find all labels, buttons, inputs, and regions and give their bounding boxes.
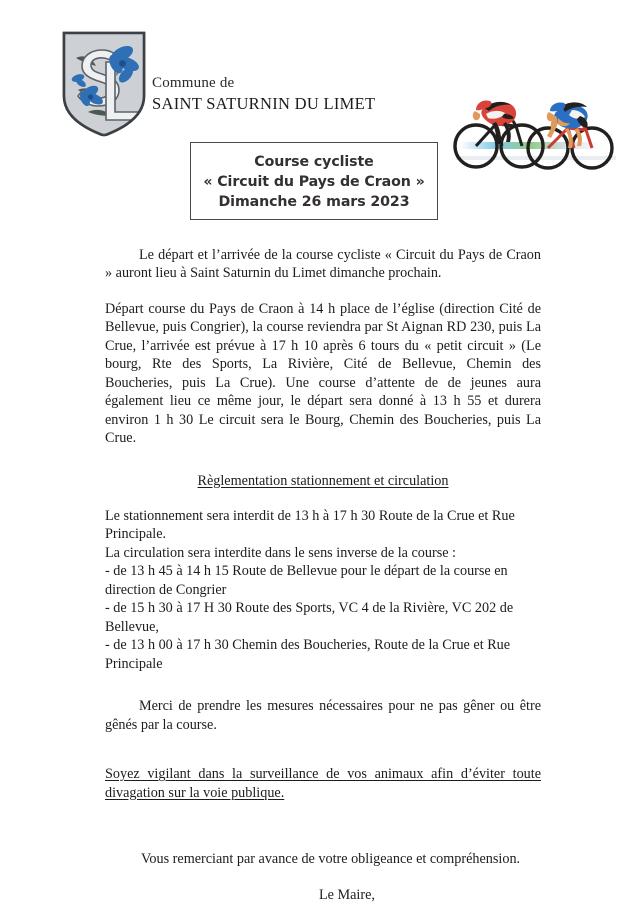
spacer [105,490,541,507]
event-title-box [190,142,438,220]
animal-warning-paragraph: Soyez vigilant dans la surveillance de vos animaux afin d’éviter toute divagation sur la voie publique. [105,766,541,801]
spacer [105,673,541,697]
commune-name: SAINT SATURNIN DU LIMET [152,94,376,114]
event-title-line-2: « Circuit du Pays de Craon » [203,173,425,190]
spacer [105,448,541,472]
event-title-line-1: Course cycliste [254,153,374,170]
spacer [105,283,541,300]
event-title-line-3: Dimanche 26 mars 2023 [218,194,410,211]
closing-paragraph: Vous remerciant par avance de votre obligeance et compréhension. [141,851,521,868]
signature-line: Le Maire, [319,886,375,903]
spacer [105,734,541,751]
thanks-paragraph: Merci de prendre les mesures nécessaires pour ne pas gêner ou être gênés par la course. [105,698,541,733]
notice-body [105,246,541,904]
regulations-heading: Règlementation stationnement et circulation [197,472,449,489]
spacer [105,869,541,886]
restriction-item: - de 15 h 30 à 17 H 30 Route des Sports, VC 4 de la Rivière, VC 202 de Bellevue, [105,600,514,635]
commune-heading [152,74,375,114]
coat-of-arms-icon [58,28,150,140]
restriction-item: - de 13 h 45 à 14 h 15 Route de Bellevue pour le départ de la course en direction de Congrier [105,563,508,598]
document-header [0,22,644,152]
commune-label: Commune de [152,75,235,91]
traffic-restriction-intro: La circulation sera interdite dans le sens inverse de la course : [105,544,457,561]
intro-paragraph: Le départ et l’arrivée de la course cycliste « Circuit du Pays de Craon » auront lieu à Saint Saturnin du Limet dimanche prochain. [105,247,541,282]
restriction-item: - de 13 h 00 à 17 h 30 Chemin des Boucheries, Route de la Crue et Rue Principale [105,637,511,672]
spacer [105,816,541,850]
cyclists-illustration-icon [452,80,622,176]
race-details-paragraph: Départ course du Pays de Craon à 14 h place de l’église (direction Cité de Bellevue, puis Congrier), la course reviendra par St Aignan RD 230, puis La Crue, l’arrivée est prévue à 17 h 10 après 6 tours du « petit circuit » (Le bourg, Rte des Sports, La Rivière, Cité de Bellevue, Chemin des Boucheries, puis La Crue). Une course d’attente de de jeunes aura également lieu ce même jour, le départ sera donné à 13 h 55 et durera environ 1 h 30 Le circuit sera le Bourg, Chemin des Boucheries, puis La Crue. [105,300,541,447]
parking-restriction-line: Le stationnement sera interdit de 13 h à 17 h 30 Route de la Crue et Rue Principale. [105,507,515,543]
